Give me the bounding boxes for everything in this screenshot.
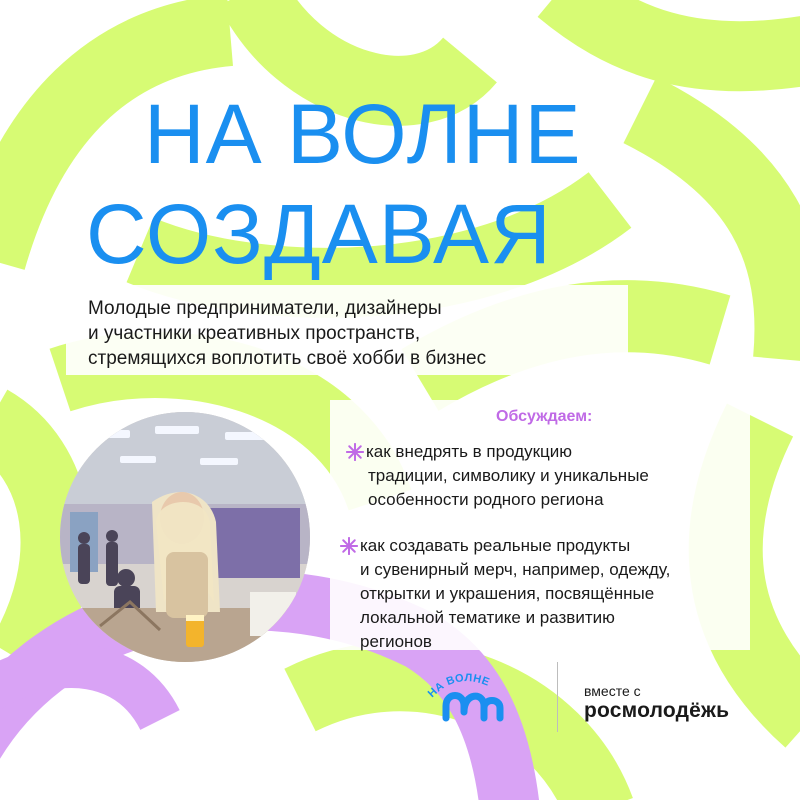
partner-block bbox=[584, 683, 729, 723]
photo-illustration bbox=[60, 412, 310, 662]
discuss-item-2-line-2: и сувенирный мерч, например, одежду, bbox=[360, 560, 671, 579]
logo-text: НА ВОЛНЕ bbox=[426, 671, 492, 701]
discuss-item-1 bbox=[346, 440, 649, 512]
lime-arc-top-center bbox=[250, 0, 470, 91]
lime-arc-top-right bbox=[560, 0, 800, 56]
discuss-heading: Обсуждаем: bbox=[496, 408, 593, 425]
discuss-item-2-line-5: регионов bbox=[360, 632, 432, 651]
discuss-item-2-line-4: локальной тематике и развитию bbox=[360, 608, 615, 627]
subtitle-line-3: стремящихся воплотить своё хобби в бизнес bbox=[88, 348, 487, 369]
sparkle-icon bbox=[346, 443, 364, 461]
discuss-item-1-line-3: особенности родного региона bbox=[368, 490, 604, 509]
title-line-1: НА ВОЛНЕ bbox=[144, 87, 582, 181]
partner-brand: росмолодёжь bbox=[584, 699, 730, 722]
discuss-item-2 bbox=[340, 534, 670, 654]
discuss-item-2-line-3: открытки и украшения, посвящённые bbox=[360, 584, 655, 603]
na-volne-logo bbox=[426, 668, 526, 724]
logo-divider bbox=[557, 662, 558, 732]
discuss-item-2-line-1: как создавать реальные продукты bbox=[360, 536, 631, 555]
discuss-item-1-line-1: как внедрять в продукцию bbox=[366, 442, 573, 461]
subtitle-line-1: Молодые предприниматели, дизайнеры bbox=[88, 298, 442, 319]
sparkle-icon bbox=[340, 537, 358, 555]
subtitle-line-2: и участники креативных пространств, bbox=[88, 323, 421, 344]
wave-icon bbox=[446, 696, 500, 719]
discuss-item-1-line-2: традиции, символику и уникальные bbox=[368, 466, 649, 485]
lime-arc-left-middle bbox=[0, 420, 56, 660]
subtitle bbox=[88, 296, 628, 371]
event-photo bbox=[60, 412, 310, 662]
title-line-2: СОЗДАВАЯ bbox=[86, 187, 552, 281]
partner-prefix: вместе с bbox=[584, 683, 641, 699]
